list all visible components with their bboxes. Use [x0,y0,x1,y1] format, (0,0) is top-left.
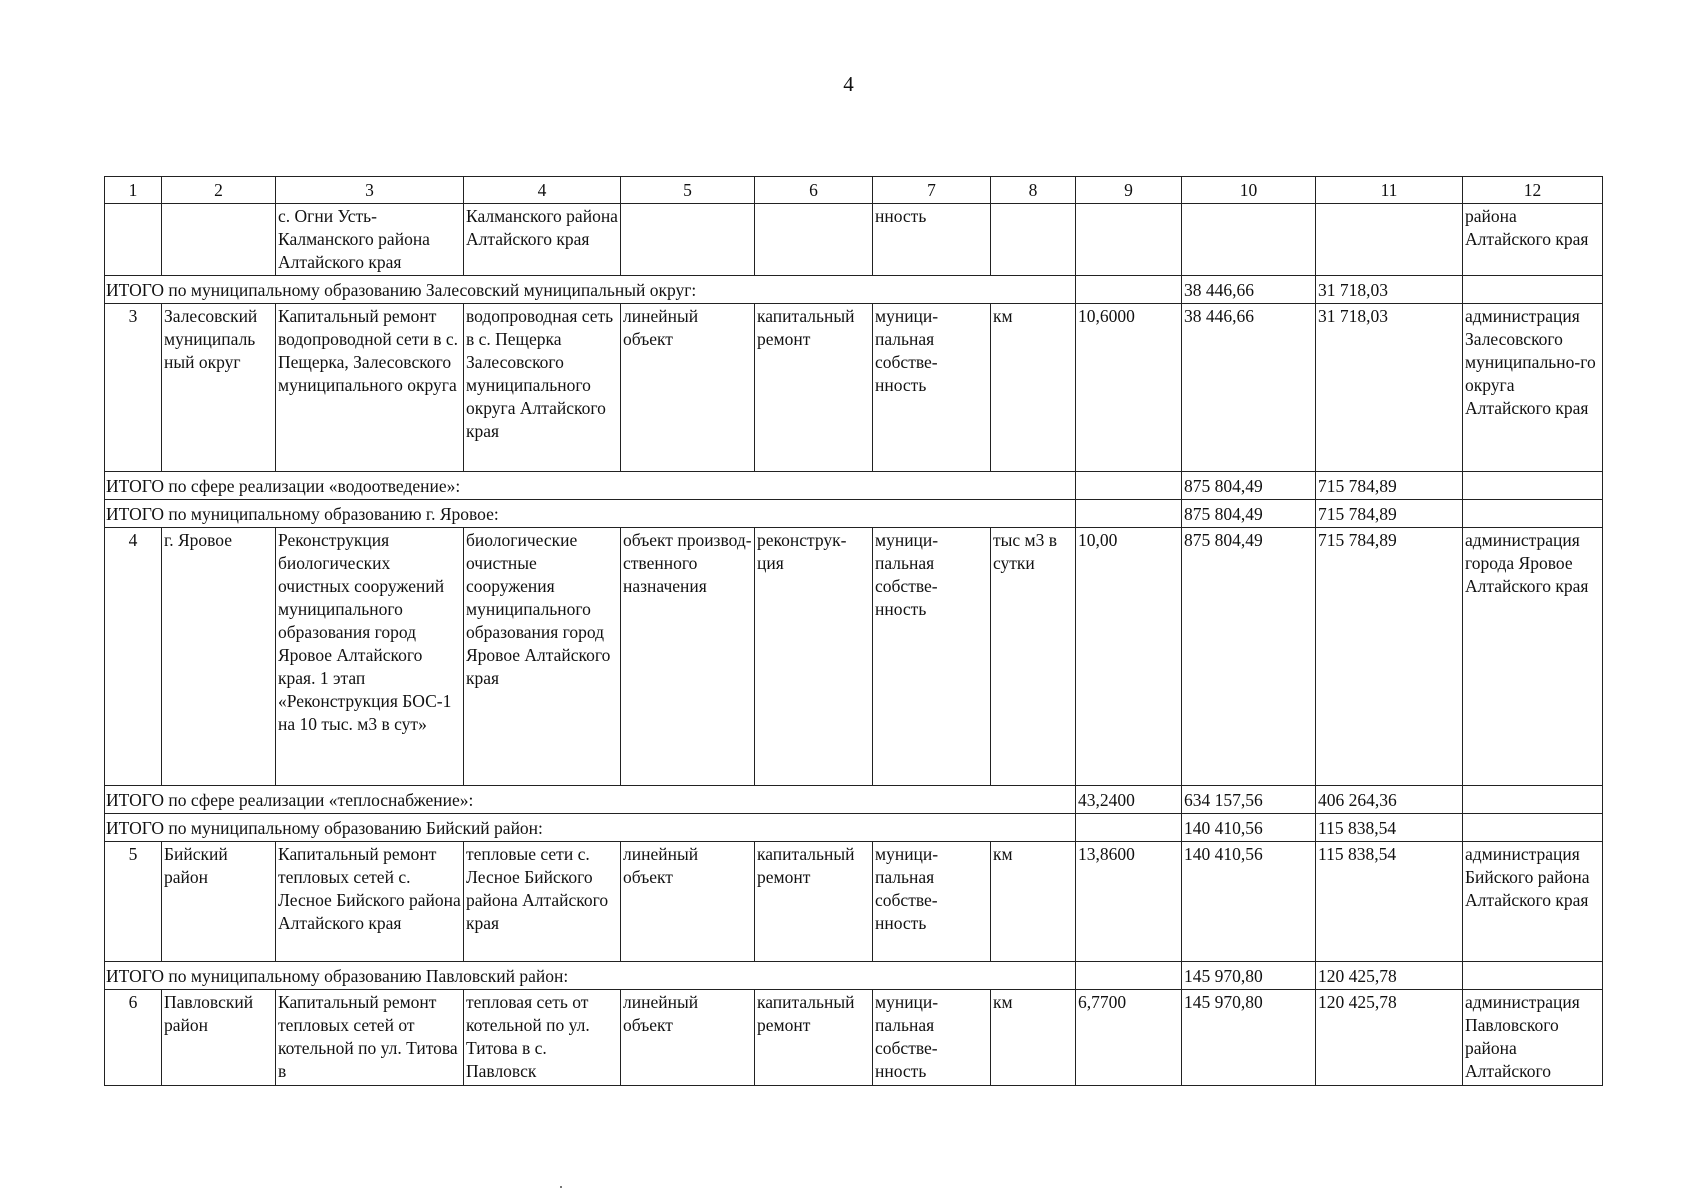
cell-object: тепловая сеть от котельной по ул. Титова в с. Павловск [464,990,621,1086]
total-row [105,472,1603,500]
column-header: 9 [1076,177,1182,204]
page-number: 4 [843,72,854,96]
cell-no [105,204,162,276]
table-row [105,528,1603,786]
cell-object: тепловые сети с. Лесное Бийского района Алтайского края [464,842,621,962]
cell-col10: 875 804,49 [1182,528,1316,786]
cell-capacity: 10,00 [1076,528,1182,786]
cell-unit: км [991,842,1076,962]
cell-capacity [1076,276,1182,304]
total-label: ИТОГО по сфере реализации «теплоснабжение»: [105,786,1076,814]
total-col9: 43,2400 [1076,786,1182,814]
investment-projects-table [104,176,1603,1086]
column-header: 7 [873,177,991,204]
total-col11: 715 784,89 [1316,472,1463,500]
cell-ownership: муници-пальная собстве-нность [873,842,991,962]
cell-col11: 115 838,54 [1316,842,1463,962]
cell-work: реконструк-ция [755,528,873,786]
table-row [105,204,1603,276]
cell-municipality: Бийский район [162,842,276,962]
cell-municipality: Павловский район [162,990,276,1086]
cell-unit: км [991,304,1076,472]
total-col11: 31 718,03 [1316,276,1463,304]
cell-municipality [162,204,276,276]
cell-customer [1463,962,1603,990]
cell-col10: 140 410,56 [1182,842,1316,962]
cell-type: объект производ-ственного назначения [621,528,755,786]
cell-object: Калманского района Алтайского края [464,204,621,276]
cell-capacity [1076,814,1182,842]
total-col11: 715 784,89 [1316,500,1463,528]
column-header: 2 [162,177,276,204]
total-col10: 140 410,56 [1182,814,1316,842]
column-header: 5 [621,177,755,204]
total-label: ИТОГО по муниципальному образованию Павловский район: [105,962,1076,990]
cell-capacity [1076,500,1182,528]
cell-project: Капитальный ремонт тепловых сетей с. Лесное Бийского района Алтайского края [276,842,464,962]
total-col11: 115 838,54 [1316,814,1463,842]
cell-no: 3 [105,304,162,472]
cell-col11: 120 425,78 [1316,990,1463,1086]
cell-capacity: 13,8600 [1076,842,1182,962]
cell-ownership: муници-пальная собстве-нность [873,990,991,1086]
total-row [105,814,1603,842]
total-label: ИТОГО по муниципальному образованию г. Яровое: [105,500,1076,528]
cell-capacity [1076,204,1182,276]
cell-customer [1463,276,1603,304]
scan-speck [560,1186,562,1188]
cell-type: линейный объект [621,304,755,472]
cell-customer: администрация Павловского района Алтайского [1463,990,1603,1086]
cell-col11 [1316,204,1463,276]
column-header: 4 [464,177,621,204]
column-number-row [105,177,1603,204]
cell-col10: 145 970,80 [1182,990,1316,1086]
cell-municipality: Залесовский муниципаль ный округ [162,304,276,472]
total-col10: 145 970,80 [1182,962,1316,990]
cell-customer [1463,472,1603,500]
cell-unit [991,204,1076,276]
cell-capacity: 6,7700 [1076,990,1182,1086]
cell-no: 6 [105,990,162,1086]
total-col11: 120 425,78 [1316,962,1463,990]
cell-customer [1463,500,1603,528]
cell-col10 [1182,204,1316,276]
total-col10: 38 446,66 [1182,276,1316,304]
cell-no: 5 [105,842,162,962]
cell-work: капитальный ремонт [755,842,873,962]
cell-type: линейный объект [621,990,755,1086]
cell-ownership: муници-пальная собстве-нность [873,528,991,786]
column-header: 6 [755,177,873,204]
cell-project: Капитальный ремонт водопроводной сети в с. Пещерка, Залесовского муниципального округа [276,304,464,472]
column-header: 3 [276,177,464,204]
cell-col10: 38 446,66 [1182,304,1316,472]
cell-customer [1463,814,1603,842]
table-row [105,990,1603,1086]
cell-no: 4 [105,528,162,786]
total-label: ИТОГО по муниципальному образованию Бийский район: [105,814,1076,842]
total-row [105,500,1603,528]
column-header: 1 [105,177,162,204]
cell-ownership: муници-пальная собстве-нность [873,304,991,472]
cell-capacity [1076,962,1182,990]
total-row [105,276,1603,304]
cell-type: линейный объект [621,842,755,962]
cell-customer: администрация города Яровое Алтайского края [1463,528,1603,786]
cell-type [621,204,755,276]
cell-object: биологические очистные сооружения муниципального образования город Яровое Алтайского края [464,528,621,786]
total-col11: 406 264,36 [1316,786,1463,814]
total-label: ИТОГО по сфере реализации «водоотведение»: [105,472,1076,500]
column-header: 10 [1182,177,1316,204]
cell-customer: администрация Бийского района Алтайского края [1463,842,1603,962]
cell-unit: км [991,990,1076,1086]
cell-ownership: нность [873,204,991,276]
cell-customer: района Алтайского края [1463,204,1603,276]
table-row [105,842,1603,962]
total-col10: 634 157,56 [1182,786,1316,814]
cell-work: капитальный ремонт [755,304,873,472]
cell-work: капитальный ремонт [755,990,873,1086]
cell-capacity: 10,6000 [1076,304,1182,472]
cell-customer [1463,786,1603,814]
cell-project: с. Огни Усть-Калманского района Алтайского края [276,204,464,276]
total-col10: 875 804,49 [1182,500,1316,528]
cell-customer: администрация Залесовского муниципально-го округа Алтайского края [1463,304,1603,472]
cell-work [755,204,873,276]
total-label: ИТОГО по муниципальному образованию Залесовский муниципальный округ: [105,276,1076,304]
column-header: 12 [1463,177,1603,204]
cell-unit: тыс м3 в сутки [991,528,1076,786]
column-header: 8 [991,177,1076,204]
cell-municipality: г. Яровое [162,528,276,786]
cell-capacity [1076,472,1182,500]
table-row [105,304,1603,472]
cell-project: Капитальный ремонт тепловых сетей от котельной по ул. Титова в [276,990,464,1086]
cell-col11: 715 784,89 [1316,528,1463,786]
total-row [105,962,1603,990]
cell-object: водопроводная сеть в с. Пещерка Залесовского муниципального округа Алтайского края [464,304,621,472]
total-row [105,786,1603,814]
total-col10: 875 804,49 [1182,472,1316,500]
cell-project: Реконструкция биологических очистных сооружений муниципального образования город Яровое Алтайского края. 1 этап «Реконструкция БОС-1 на 10 тыс. м3 в сут» [276,528,464,786]
cell-col11: 31 718,03 [1316,304,1463,472]
column-header: 11 [1316,177,1463,204]
